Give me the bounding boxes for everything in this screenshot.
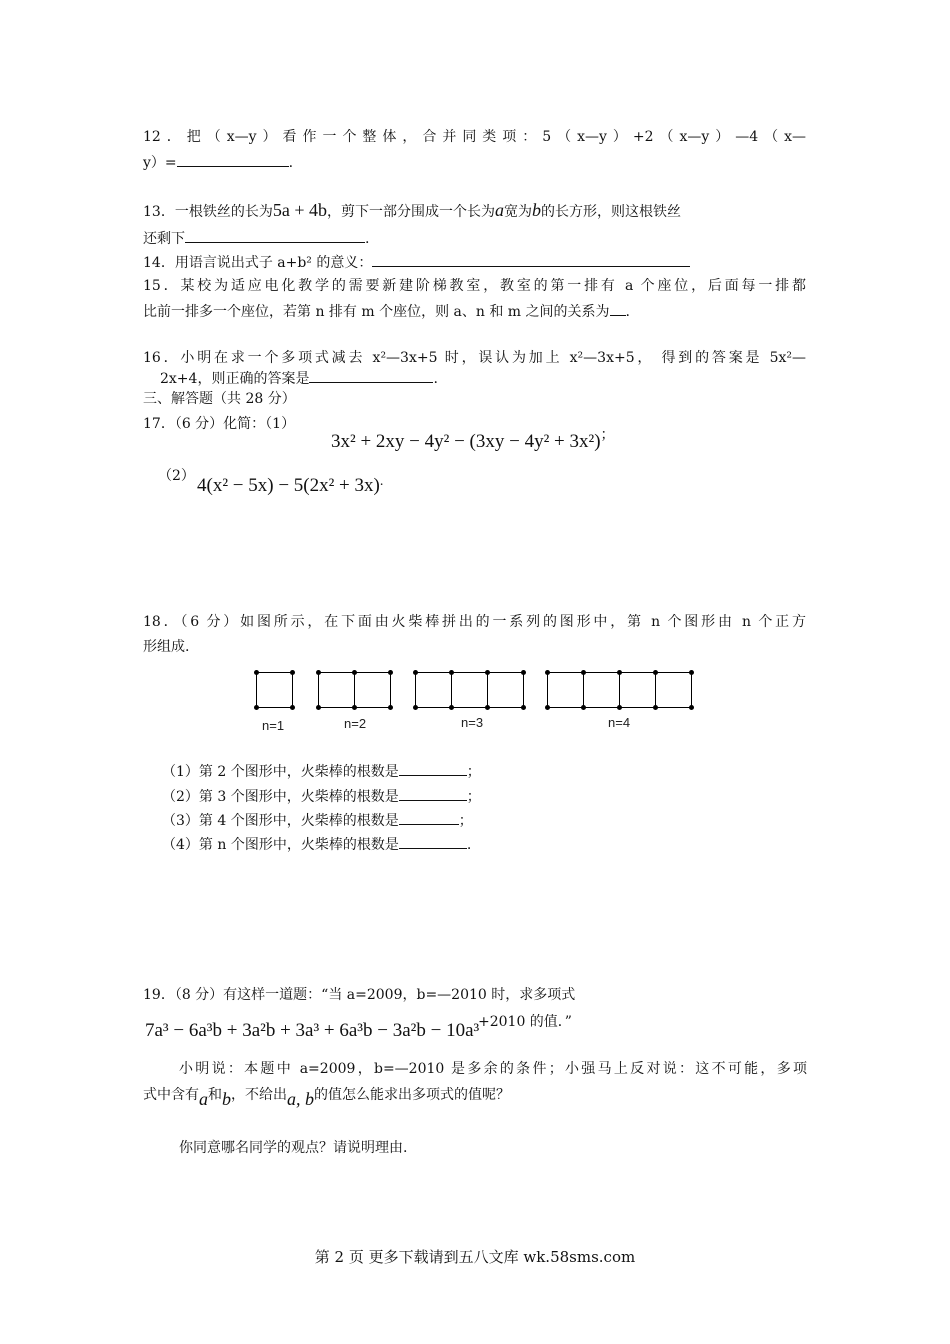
q13-text-3: 宽为 <box>503 204 532 220</box>
q13-text-4: 的长方形，则这根铁丝 <box>540 204 681 220</box>
q19-p1-text-1: 式中含有 <box>143 1087 199 1103</box>
q13-line2-text: 还剩下 <box>143 231 185 247</box>
q18-sub-4-text: （4）第 n 个图形中，火柴棒的根数是 <box>162 837 399 853</box>
q18-sub-4-end: . <box>466 837 472 853</box>
q17-label2: （2） <box>158 468 195 484</box>
q13-var-a: a <box>494 200 504 220</box>
q18-sub-1-end: ； <box>466 764 481 780</box>
q17-expr2-text: 4(x² − 5x) − 5(2x² + 3x) <box>197 475 380 496</box>
q17-expr1-end: ； <box>600 428 615 443</box>
q15-line2-end: . <box>625 304 630 320</box>
q19-p1-text-2: 和 <box>208 1087 222 1103</box>
q16-line2-end: . <box>433 371 438 387</box>
q19-expr-end: +2010 的值．” <box>478 1014 572 1030</box>
q13-text-2: ，剪下一部分围成一个长为 <box>326 204 495 220</box>
q15-line1: 15．某校为适应电化教学的需要新建阶梯教室，教室的第一排有 a 个座位，后面每一排都 <box>143 278 806 294</box>
q16-line2-text: 2x+4，则正确的答案是 <box>160 371 310 387</box>
q13-var-b: b <box>531 200 541 220</box>
q18-sub-3-end: ； <box>458 813 473 829</box>
section3-title: 三、解答题（共 28 分） <box>143 391 296 407</box>
q19-expr: 7a³ − 6a³b + 3a²b + 3a³ + 6a³b − 3a²b − 10a³ <box>145 1020 480 1041</box>
q18-sub-2-end: ； <box>466 789 481 805</box>
q18-sub-3-text: （3）第 4 个图形中，火柴棒的根数是 <box>162 813 399 829</box>
q18-sub-2 <box>162 786 481 807</box>
q18-sub-1-text: （1）第 2 个图形中，火柴棒的根数是 <box>162 764 399 780</box>
q16-line1: 16．小明在求一个多项式减去 x²—3x+5 时，误认为加上 x²—3x+5， 得到的答案是 5x²— <box>143 350 806 366</box>
q18-line2: 形组成. <box>143 639 190 655</box>
q15-line2-text: 比前一排多一个座位，若第 n 排有 m 个座位，则 a、n 和 m 之间的关系为 <box>143 304 610 320</box>
q12-line1: 12．把（x—y）看作一个整体，合并同类项：5（x—y）+2（x—y）—4（x— <box>143 129 806 145</box>
q12-line2-text: y）= <box>143 155 177 171</box>
q17-expr2-end: . <box>379 474 384 489</box>
q19-p1-line1: 小明说：本题中 a=2009，b=—2010 是多余的条件；小强马上反对说：这不可能，多项 <box>179 1061 807 1077</box>
q18-sub-2-blank[interactable] <box>399 786 467 801</box>
q17-head: 17．（6 分）化简：（1） <box>143 416 296 432</box>
q19-p1-text-4: 的值怎么能求出多项式的值呢？ <box>314 1087 510 1103</box>
q18-sub-1 <box>162 761 481 782</box>
q13-line2-end: . <box>365 231 370 247</box>
q13-expr: 5a + 4b <box>272 200 327 220</box>
figure-label-n1: n=1 <box>262 718 285 733</box>
figure-label-n3: n=3 <box>461 715 484 730</box>
q19-line1: 19．（8 分）有这样一道题：“当 a=2009，b=—2010 时，求多项式 <box>143 987 576 1003</box>
q19-var-b: b <box>222 1089 231 1109</box>
q18-sub-1-blank[interactable] <box>399 761 467 776</box>
q19-p1-line2 <box>143 1083 510 1109</box>
q13-text-1: 13．一根铁丝的长为 <box>143 204 273 220</box>
q19-var-a: a <box>199 1089 208 1109</box>
page-footer: 第 2 页 更多下载请到五八文库 wk.58sms.com <box>314 1248 636 1266</box>
q18-sub-3 <box>162 810 473 831</box>
q18-sub-2-text: （2）第 3 个图形中，火柴棒的根数是 <box>162 789 399 805</box>
q18-line1: 18．（6 分）如图所示，在下面由火柴棒拼出的一系列的图形中，第 n 个图形由 n 个正方 <box>143 614 806 630</box>
q12-line2-end: . <box>288 155 294 171</box>
q18-sub-3-blank[interactable] <box>399 810 459 825</box>
q14-text: 14．用语言说出式子 a+b² 的意义： <box>143 255 373 271</box>
q18-sub-4 <box>162 834 471 855</box>
figure-label-n4: n=4 <box>608 715 631 730</box>
figure-label-n2: n=2 <box>344 716 367 731</box>
q19-p2: 你同意哪名同学的观点？请说明理由. <box>179 1140 408 1156</box>
q17-expr1-text: 3x² + 2xy − 4y² − (3xy − 4y² + 3x²) <box>331 431 601 452</box>
q19-p1-text-3: ，不给出 <box>231 1087 287 1103</box>
q19-var-ab: a, b <box>287 1089 314 1109</box>
q18-sub-4-blank[interactable] <box>399 834 467 849</box>
